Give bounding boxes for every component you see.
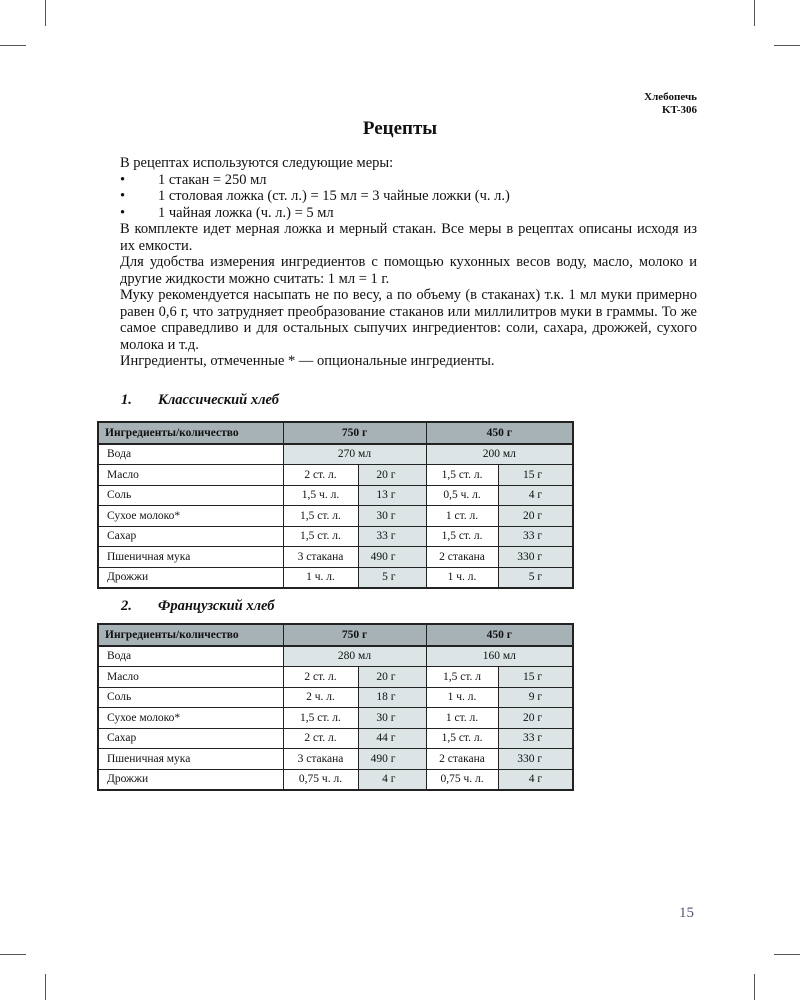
table-cell: 9 г — [498, 687, 573, 708]
table-header-cell: 750 г — [283, 624, 426, 646]
table-cell: 4 г — [498, 769, 573, 790]
table-cell: 44 г — [358, 728, 426, 749]
table-cell: 20 г — [498, 708, 573, 729]
table-cell: 2 ст. л. — [283, 728, 358, 749]
ingredient-name: Соль — [98, 687, 283, 708]
table-header-cell: Ингредиенты/количество — [98, 624, 283, 646]
table-row — [98, 708, 573, 729]
bullet-icon: • — [120, 171, 126, 188]
crop-mark — [774, 45, 800, 46]
ingredient-name: Пшеничная мука — [98, 547, 283, 568]
table-cell: 2 ст. л. — [283, 465, 358, 486]
table-row — [98, 485, 573, 506]
table-header-row — [98, 624, 573, 646]
table-cell: 15 г — [498, 465, 573, 486]
paragraph: В комплекте идет мерная ложка и мерный стакан. Все меры в рецептах описаны исходя из их емкости. — [120, 221, 697, 254]
table-cell: 4 г — [358, 769, 426, 790]
table-row — [98, 465, 573, 486]
table-row — [98, 667, 573, 688]
list-item: • 1 стакан = 250 мл — [120, 171, 267, 188]
ingredient-name: Масло — [98, 465, 283, 486]
table-cell: 1 ч. л. — [426, 687, 498, 708]
table-cell: 330 г — [498, 749, 573, 770]
table-cell: 2 стакана — [426, 749, 498, 770]
header-product: Хлебопечь — [644, 91, 697, 103]
table-cell: 490 г — [358, 749, 426, 770]
bullet-icon: • — [120, 204, 126, 221]
paragraph: Муку рекомендуется насыпать не по весу, а по объему (в стаканах) т.к. 1 мл муки примерно равен 0,6 г, что затрудняет преобразование стаканов или миллилитров муки в граммы. То же самое справедливо и для остальных сыпучих ингредиентов: соли, сахара, дрожжей, сухого молока и т.д. — [120, 287, 697, 353]
table-row: Вода 270 мл 200 мл — [98, 444, 573, 465]
ingredient-name: Соль — [98, 485, 283, 506]
table-cell: 1,5 ст. л. — [283, 708, 358, 729]
table-cell: 2 стакана — [426, 547, 498, 568]
table-cell: 33 г — [498, 728, 573, 749]
table-cell: 1,5 ст. л. — [426, 526, 498, 547]
list-item: • 1 столовая ложка (ст. л.) = 15 мл = 3 чайные ложки (ч. л.) — [120, 188, 510, 204]
table-cell: 0,75 ч. л. — [426, 769, 498, 790]
table-cell: 20 г — [498, 506, 573, 527]
table-cell: 490 г — [358, 547, 426, 568]
table-row: Вода 280 мл 160 мл — [98, 646, 573, 667]
table-row — [98, 547, 573, 568]
paragraph: Ингредиенты, отмеченные * — опциональные ингредиенты. — [120, 353, 495, 369]
table-cell: 1,5 ст. л. — [283, 506, 358, 527]
table-cell: 20 г — [358, 465, 426, 486]
table-cell: 20 г — [358, 667, 426, 688]
table-cell: 2 ч. л. — [283, 687, 358, 708]
table-cell: 5 г — [498, 567, 573, 588]
table-header-cell: 750 г — [283, 422, 426, 444]
recipe-table — [97, 623, 574, 791]
table-cell: 1 ст. л. — [426, 708, 498, 729]
crop-mark — [0, 45, 26, 46]
intro-text: В рецептах используются следующие меры: — [120, 155, 394, 171]
table-row — [98, 506, 573, 527]
table-cell: 0,75 ч. л. — [283, 769, 358, 790]
table-row — [98, 769, 573, 790]
table-header-row — [98, 422, 573, 444]
table-row — [98, 749, 573, 770]
recipe-table — [97, 421, 574, 589]
table-cell: 1,5 ст. л. — [426, 728, 498, 749]
measures-list — [120, 172, 697, 222]
table-cell: 30 г — [358, 708, 426, 729]
ingredient-name: Сухое молоко* — [98, 708, 283, 729]
page-header — [644, 91, 697, 117]
table-cell: 13 г — [358, 485, 426, 506]
ingredient-name: Сахар — [98, 728, 283, 749]
table-cell: 0,5 ч. л. — [426, 485, 498, 506]
recipe-title: 1. Классический хлеб — [121, 392, 280, 408]
crop-mark — [45, 0, 46, 26]
crop-mark — [774, 954, 800, 955]
table-cell: 15 г — [498, 667, 573, 688]
ingredient-name: Пшеничная мука — [98, 749, 283, 770]
table-cell: 330 г — [498, 547, 573, 568]
table-cell: 4 г — [498, 485, 573, 506]
table-cell: 1,5 ст. л — [426, 667, 498, 688]
table-cell: 2 ст. л. — [283, 667, 358, 688]
table-cell: 33 г — [358, 526, 426, 547]
crop-mark — [45, 974, 46, 1000]
table-cell: 1 ч. л. — [426, 567, 498, 588]
table-cell: 1,5 ст. л. — [283, 526, 358, 547]
recipe-title: 2. Французский хлеб — [121, 598, 275, 614]
page-title: Рецепты — [362, 118, 438, 139]
table-cell: 3 стакана — [283, 749, 358, 770]
table-header-cell: 450 г — [426, 422, 573, 444]
crop-mark — [754, 974, 755, 1000]
table-cell: 1,5 ст. л. — [426, 465, 498, 486]
table-row — [98, 728, 573, 749]
table-cell: 1 ст. л. — [426, 506, 498, 527]
ingredient-name: Масло — [98, 667, 283, 688]
table-header-cell: Ингредиенты/количество — [98, 422, 283, 444]
ingredient-name: Дрожжи — [98, 769, 283, 790]
ingredient-name: Сахар — [98, 526, 283, 547]
ingredient-name: Дрожжи — [98, 567, 283, 588]
table-cell: 33 г — [498, 526, 573, 547]
table-cell: 3 стакана — [283, 547, 358, 568]
table-row — [98, 687, 573, 708]
list-item: • 1 чайная ложка (ч. л.) = 5 мл — [120, 204, 334, 221]
table-row — [98, 567, 573, 588]
table-cell: 5 г — [358, 567, 426, 588]
table-row — [98, 526, 573, 547]
table-cell: 1,5 ч. л. — [283, 485, 358, 506]
crop-mark — [0, 954, 26, 955]
header-model: KT-306 — [661, 104, 697, 116]
table-header-cell: 450 г — [426, 624, 573, 646]
crop-mark — [754, 0, 755, 26]
paragraph: Для удобства измерения ингредиентов с помощью кухонных весов воду, масло, молоко и другие жидкости можно считать: 1 мл = 1 г. — [120, 254, 697, 287]
table-cell: 30 г — [358, 506, 426, 527]
table-cell: 1 ч. л. — [283, 567, 358, 588]
page-number: 15 — [679, 905, 694, 921]
table-cell: 18 г — [358, 687, 426, 708]
bullet-icon: • — [120, 188, 126, 204]
ingredient-name: Сухое молоко* — [98, 506, 283, 527]
intro-section — [120, 155, 697, 370]
